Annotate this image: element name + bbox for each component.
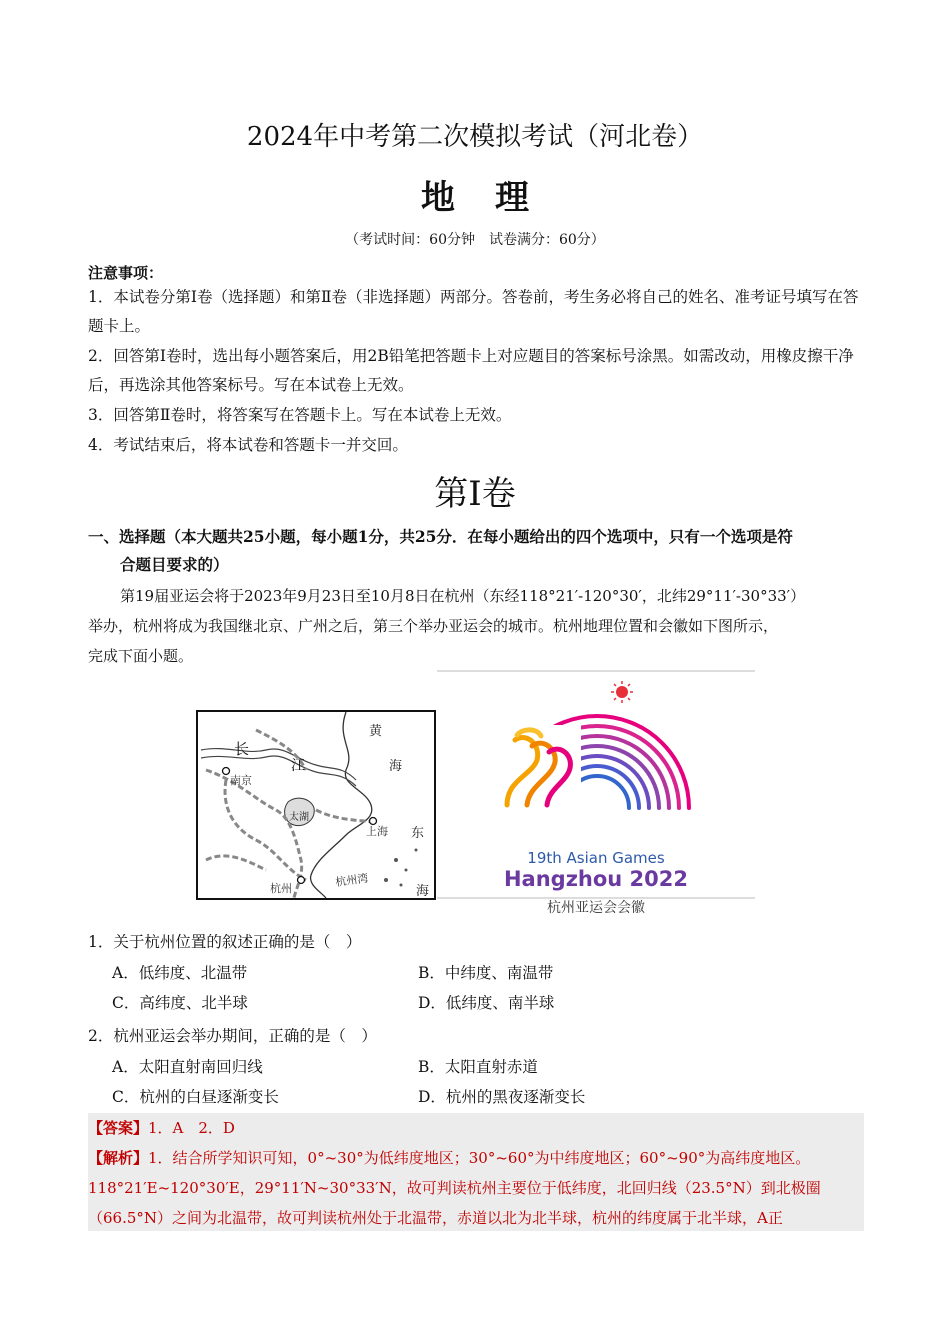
analysis-line-3: （66.5°N）之间为北温带，故可判读杭州处于北温带，赤道以北为北半球，杭州的纬度属于北半球，A正 <box>88 1209 783 1227</box>
label-chang: 长 <box>234 741 250 758</box>
hangzhou-location-map <box>196 710 436 900</box>
emblem-line-2: Hangzhou 2022 <box>503 867 689 891</box>
section-heading-line1: 一、选择题（本大题共25小题，每小题1分，共25分．在每小题给出的四个选项中，只有一个选项是符 <box>88 527 793 546</box>
label-yellow-sea-2: 海 <box>389 758 403 773</box>
emblem-line-1: 19th Asian Games <box>527 849 665 867</box>
label-hangzhou-bay: 杭州湾 <box>334 872 370 889</box>
notice-item-1: 1．本试卷分第Ⅰ卷（选择题）和第Ⅱ卷（非选择题）两部分。答卷前，考生务必将自己的姓名、准考证号填写在答题卡上。 <box>88 288 859 335</box>
question-1-option-b[interactable]: B．中纬度、南温带 <box>418 964 554 982</box>
analysis-text-1: 1．结合所学知识可知，0°~30°为低纬度地区；30°~60°为中纬度地区；60°~90°为高纬度地区。 <box>148 1149 811 1167</box>
asian-games-emblem <box>437 670 755 918</box>
label-east-sea-2: 海 <box>416 883 430 898</box>
answer-line <box>88 1113 235 1143</box>
hangzhou-marker <box>298 877 305 884</box>
label-hangzhou: 杭州 <box>270 883 292 895</box>
answer-tag: 【答案】 <box>88 1119 149 1137</box>
map-graphic <box>196 710 436 900</box>
question-1-option-a[interactable]: A．低纬度、北温带 <box>112 964 248 982</box>
notice-heading: 注意事项： <box>88 264 164 282</box>
notice-item-4: 4．考试结束后，将本试卷和答题卡一并交回。 <box>88 436 408 454</box>
subject-title: 地理 <box>421 178 569 218</box>
label-taihu: 太湖 <box>289 812 309 823</box>
label-shanghai: 上海 <box>366 826 388 838</box>
exam-info: （考试时间：60分钟 试卷满分：60分） <box>345 232 605 248</box>
part-label: 第Ⅰ卷 <box>434 474 516 514</box>
label-jiang: 江 <box>291 757 305 773</box>
nanjing-marker <box>223 768 230 775</box>
emblem-graphic <box>437 670 755 918</box>
section-heading <box>88 523 868 579</box>
question-2-option-b[interactable]: B．太阳直射赤道 <box>418 1058 538 1076</box>
analysis-line-2: 118°21′E~120°30′E，29°11′N~30°33′N，故可判读杭州主要位于低纬度，北回归线（23.5°N）到北极圈 <box>88 1179 821 1197</box>
question-1-option-d[interactable]: D．低纬度、南半球 <box>418 994 555 1012</box>
passage-line-1: 第19届亚运会将于2023年9月23日至10月8日在杭州（东经118°21′-120°30′，北纬29°11′-30°33′） <box>120 587 806 605</box>
shanghai-marker <box>370 818 377 825</box>
question-2-option-c[interactable]: C．杭州的白昼逐渐变长 <box>112 1088 279 1106</box>
emblem-caption: 杭州亚运会会徽 <box>547 899 645 915</box>
section-heading-line2: 合题目要求的） <box>120 555 229 574</box>
question-1-stem: 1．关于杭州位置的叙述正确的是（ ） <box>88 933 362 951</box>
answer-text: 1．A 2．D <box>148 1119 235 1137</box>
analysis-line-1 <box>88 1143 810 1173</box>
question-1-option-c[interactable]: C．高纬度、北半球 <box>112 994 248 1012</box>
notice-item-3: 3．回答第Ⅱ卷时，将答案写在答题卡上。写在本试卷上无效。 <box>88 406 512 424</box>
label-nanjing: 南京 <box>230 775 252 787</box>
question-2-stem: 2．杭州亚运会举办期间，正确的是（ ） <box>88 1027 377 1045</box>
label-yellow-sea-1: 黄 <box>369 723 383 738</box>
passage-line-2: 举办，杭州将成为我国继北京、广州之后，第三个举办亚运会的城市。杭州地理位置和会徽如下图所示， <box>88 617 779 635</box>
passage-line-3: 完成下面小题。 <box>88 647 194 665</box>
notice-item-2: 2．回答第Ⅰ卷时，选出每小题答案后，用2B铅笔把答题卡上对应题目的答案标号涂黑。如需改动，用橡皮擦干净后，再选涂其他答案标号。写在本试卷上无效。 <box>88 347 854 394</box>
question-2-option-d[interactable]: D．杭州的黑夜逐渐变长 <box>418 1088 586 1106</box>
exam-title: 2024年中考第二次模拟考试（河北卷） <box>246 122 704 152</box>
question-2-option-a[interactable]: A．太阳直射南回归线 <box>112 1058 263 1076</box>
label-east-sea-1: 东 <box>411 825 425 840</box>
analysis-tag: 【解析】 <box>88 1149 149 1167</box>
